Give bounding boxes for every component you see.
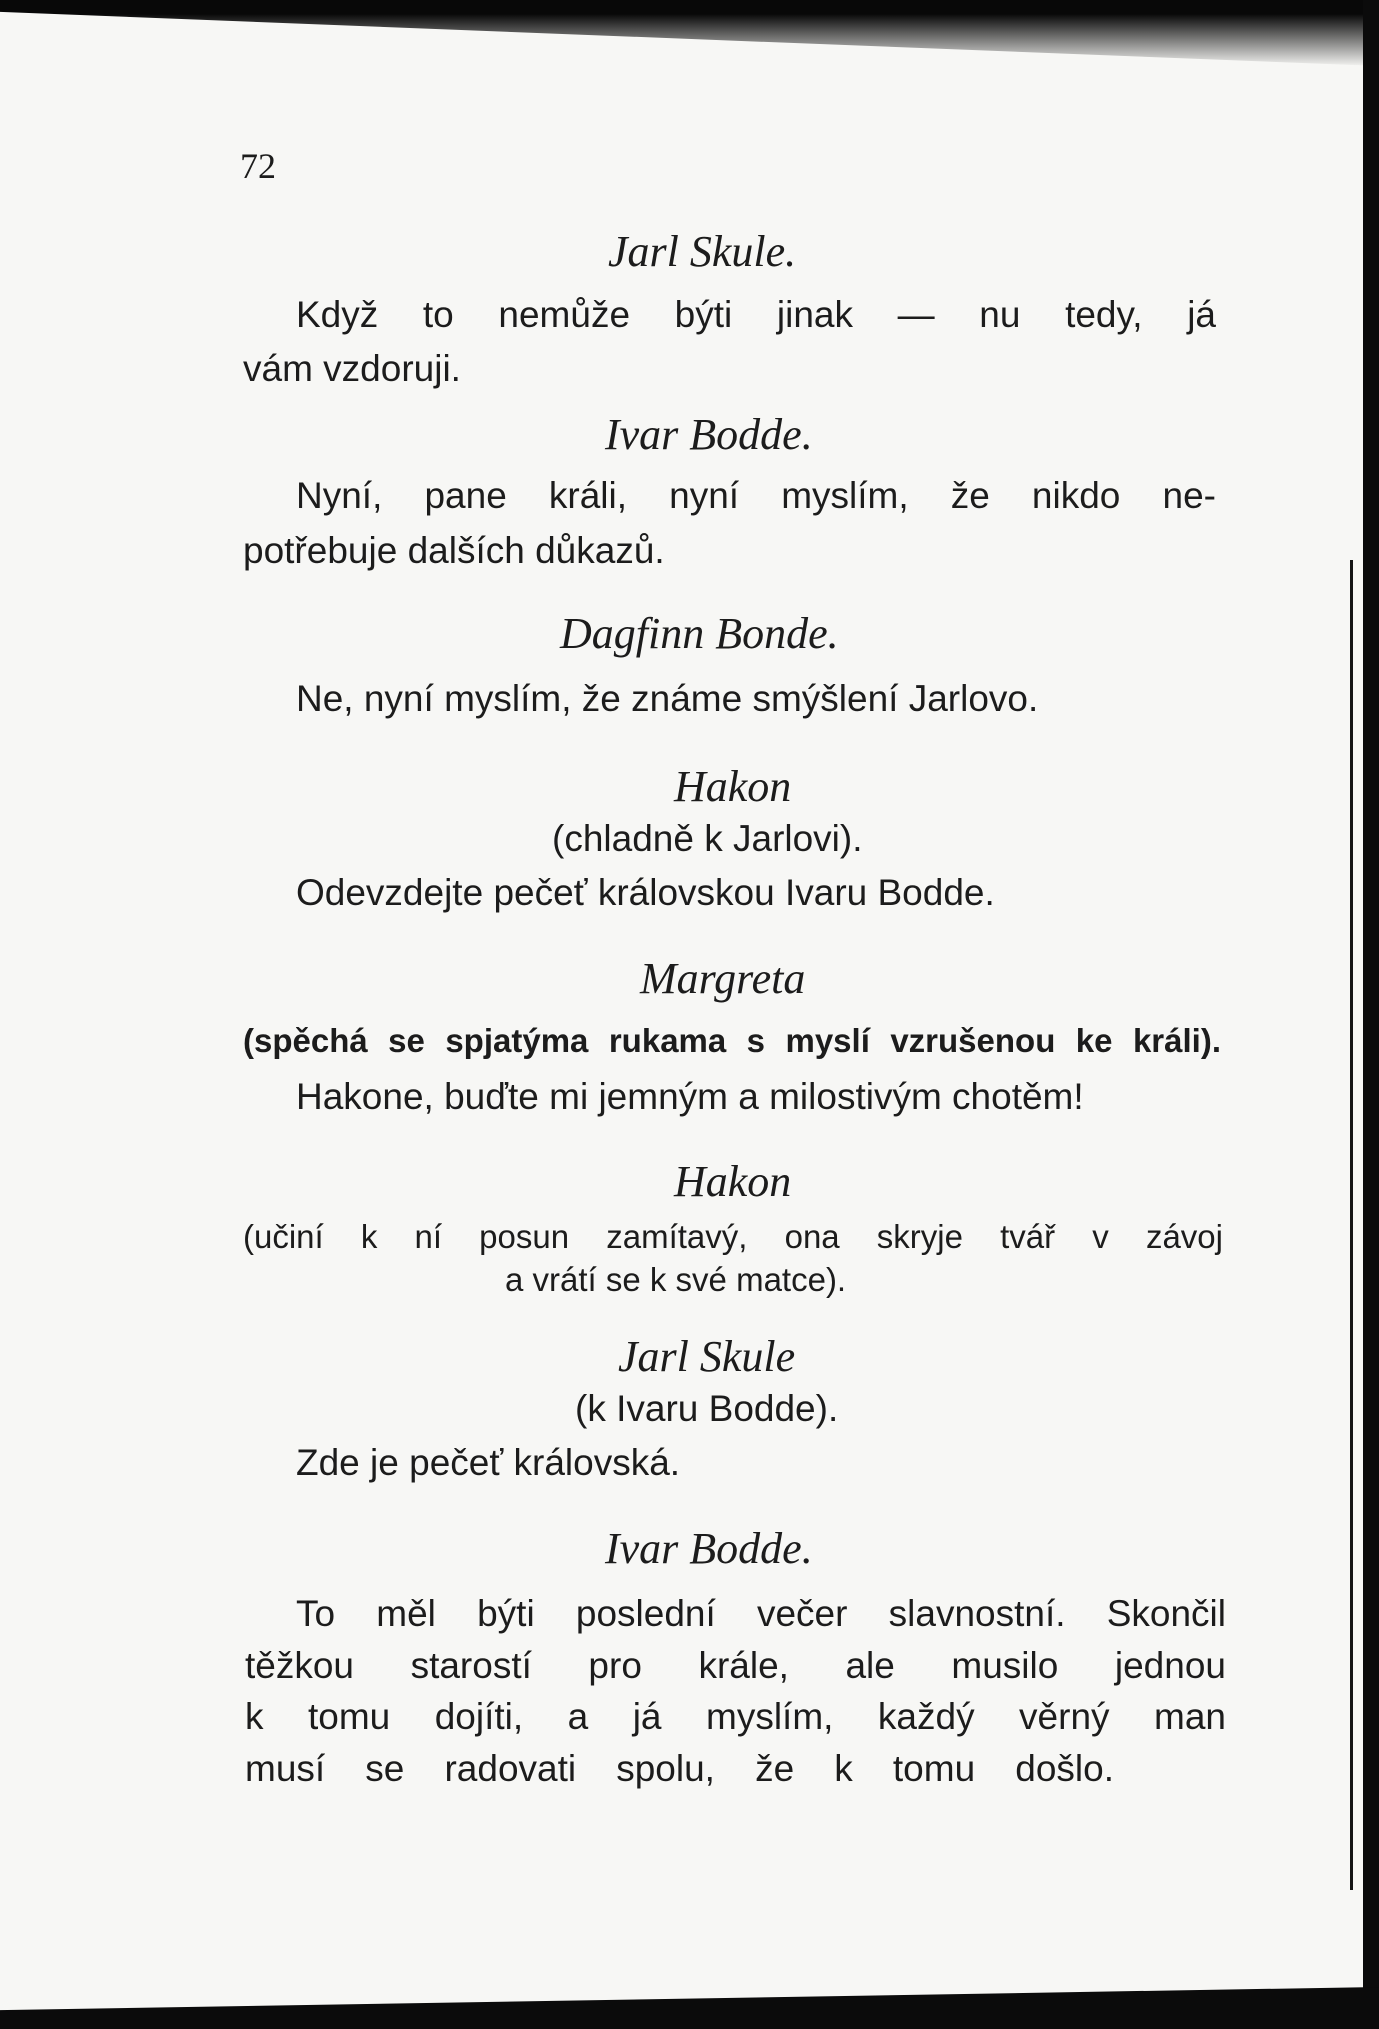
speech-line: Ne, nyní myslím, že známe smýšlení Jarlovo. [296,678,1039,719]
speaker-name: Jarl Skule. [608,227,797,276]
speech-line: těžkou starostí pro krále, ale musilo jednou [245,1645,1226,1686]
speech-line: To měl býti poslední večer slavnostní. Skončil [296,1593,1226,1634]
stage-direction: a vrátí se k své matce). [505,1261,847,1298]
speech-line: k tomu dojíti, a já myslím, každý věrný man [245,1696,1226,1737]
speech-line: Když to nemůže býti jinak — nu tedy, já [296,294,1216,335]
speech-line: Hakone, buďte mi jemným a milostivým chotěm! [296,1076,1084,1117]
speaker-name: Ivar Bodde. [605,410,813,459]
speaker-name: Jarl Skule [618,1332,796,1381]
speaker-name: Hakon [674,1157,792,1206]
stage-direction: (učiní k ní posun zamítavý, ona skryje tvář v závoj [243,1218,1223,1255]
speech-line: potřebuje dalších důkazů. [243,530,665,571]
speaker-name: Ivar Bodde. [605,1524,813,1573]
stage-direction: (k Ivaru Bodde). [575,1388,839,1429]
speaker-name: Dagfinn Bonde. [560,609,839,658]
speech-line: Nyní, pane králi, nyní myslím, že nikdo ne- [296,475,1216,516]
stage-direction: (chladně k Jarlovi). [552,818,863,859]
speech-line: vám vzdoruji. [243,348,461,389]
speaker-name: Hakon [674,762,792,811]
speaker-name: Margreta [640,954,806,1003]
speech-line: Zde je pečeť královská. [296,1442,681,1483]
stage-direction: (spěchá se spjatýma rukama s myslí vzrušenou ke králi). [243,1022,1221,1059]
speech-line: musí se radovati spolu, že k tomu došlo. [245,1748,1114,1789]
page-number: 72 [240,146,276,186]
speech-line: Odevzdejte pečeť královskou Ivaru Bodde. [296,872,995,913]
